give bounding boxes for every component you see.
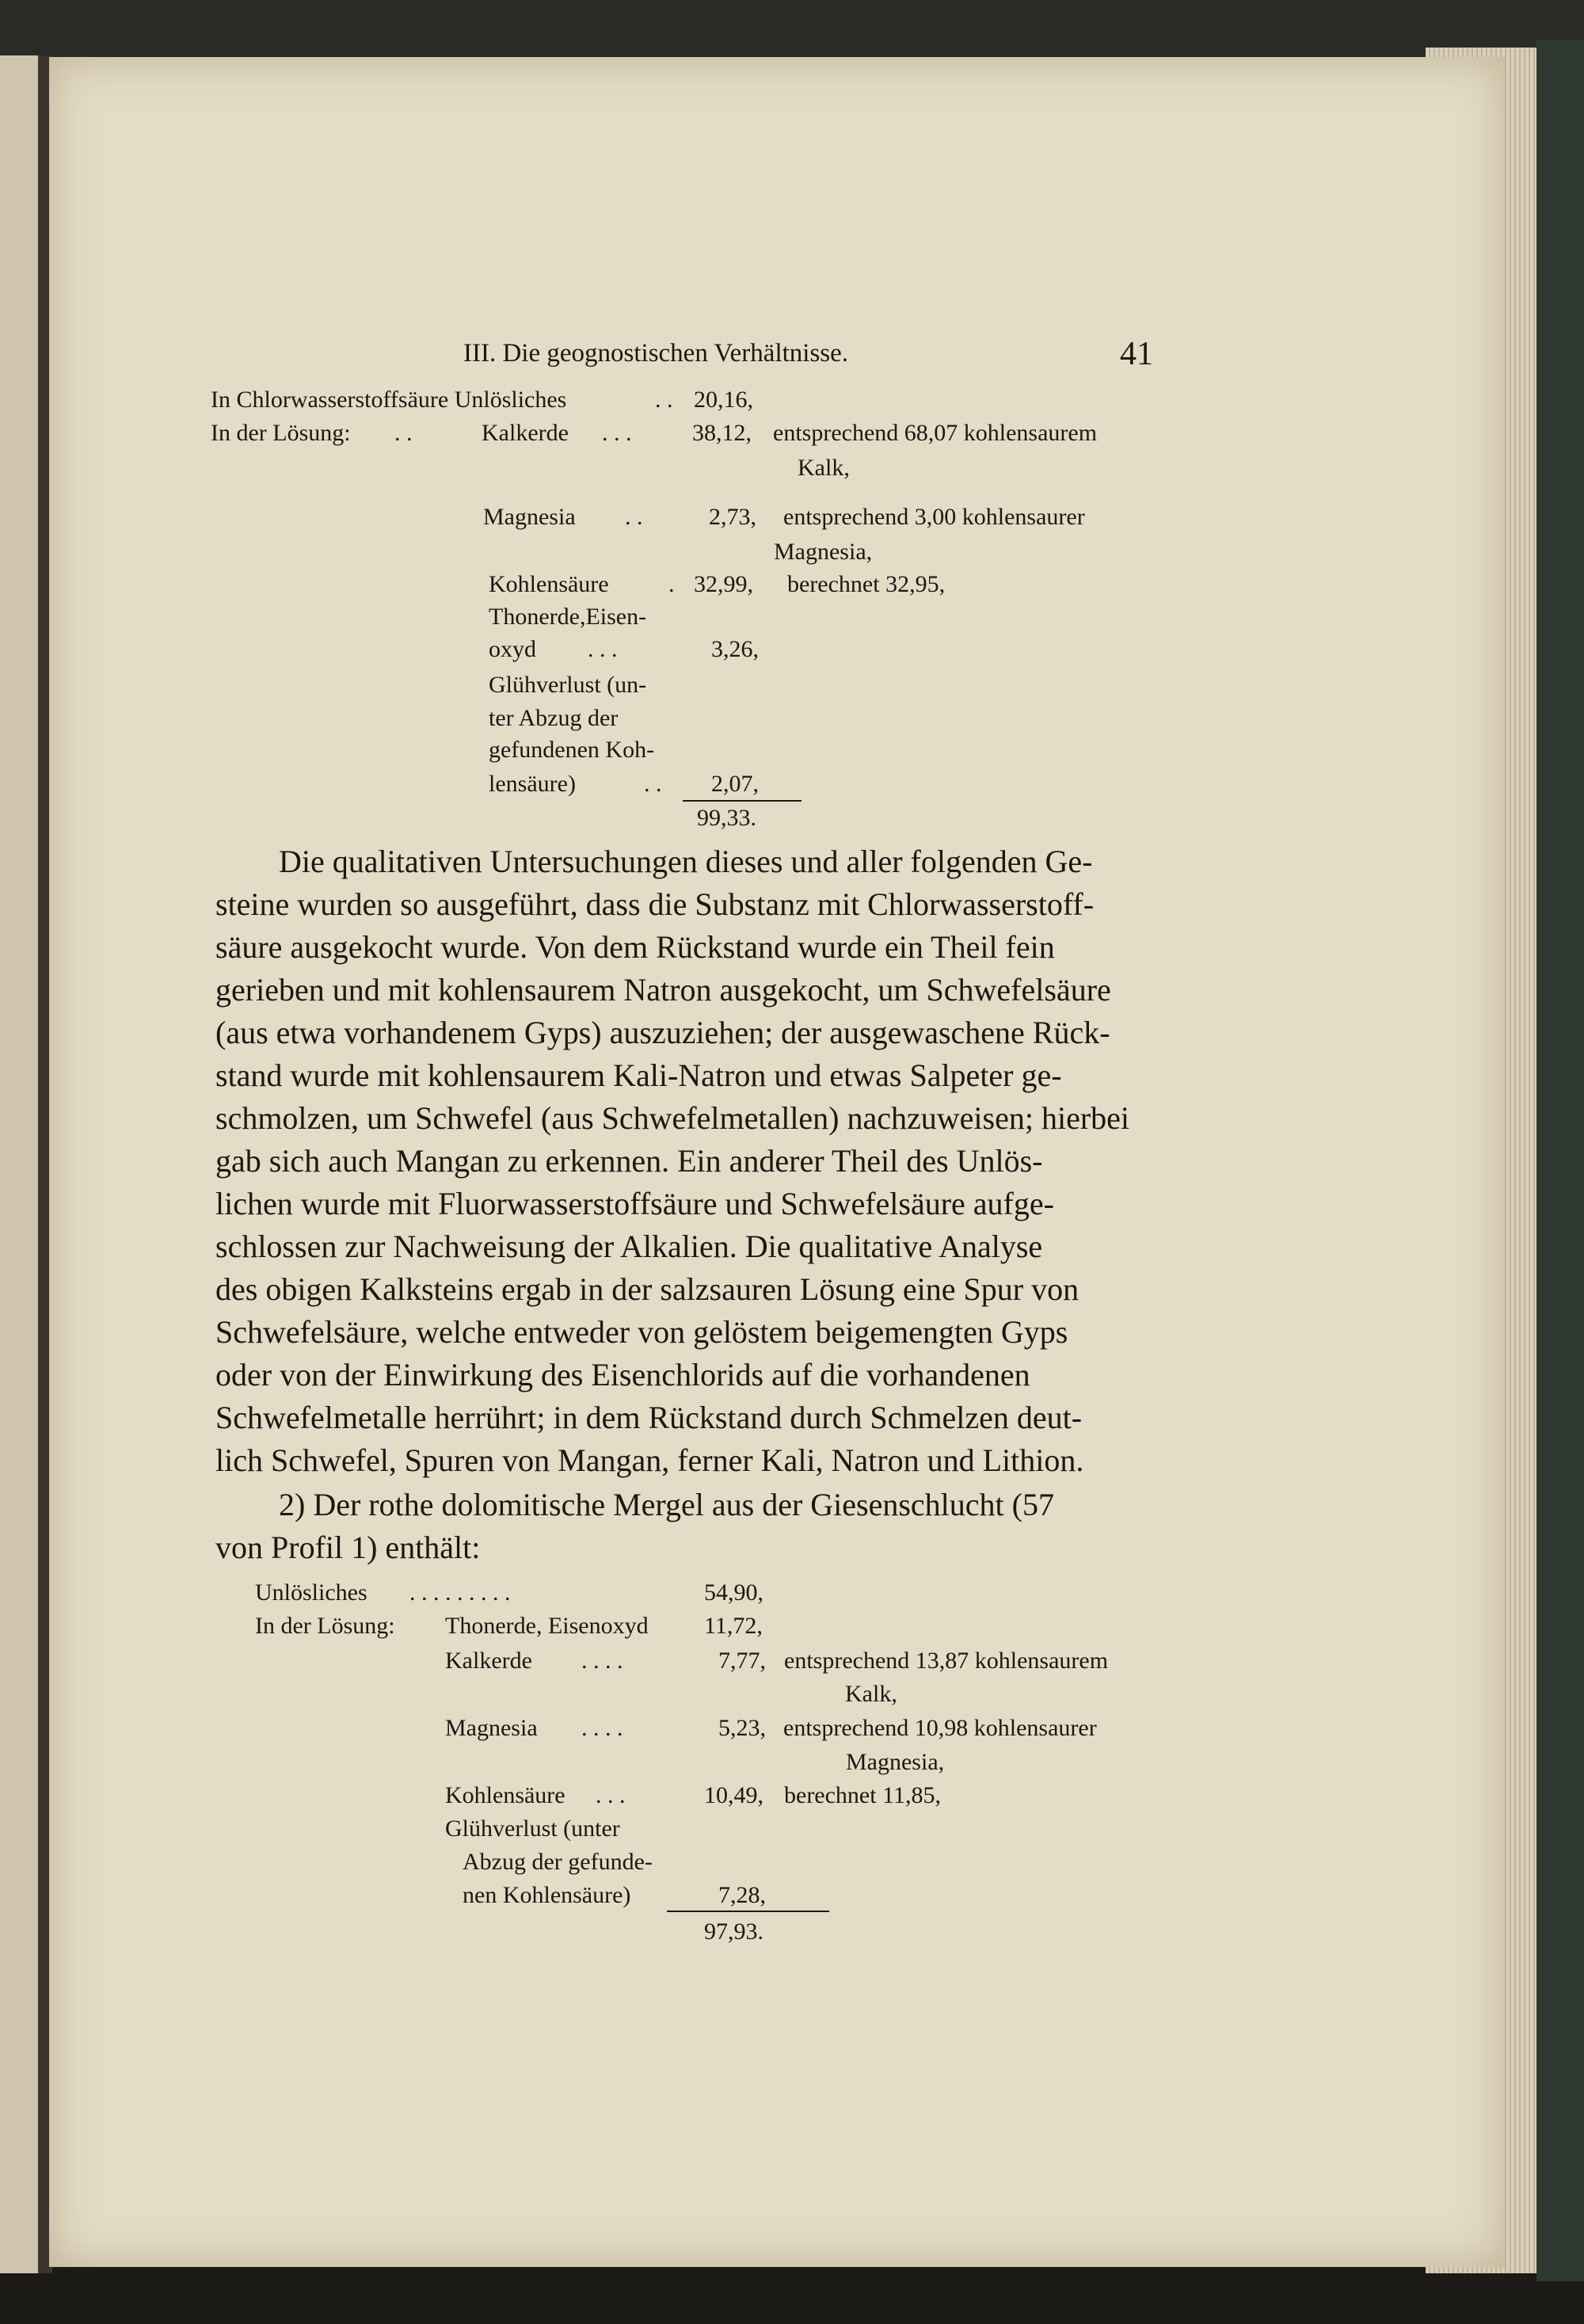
t1-lime-dots: . . . [602,420,632,446]
t1-lime-note: entsprechend 68,07 kohlensaurem [773,420,1098,446]
p1-line: oder von der Einwirkung des Eisenchlorids auf die vorhandenen [215,1357,1030,1392]
t1-solution-prefix: In der Lösung: [211,420,351,446]
t2-loss-value: 7,28, [718,1882,766,1908]
t2-insoluble-label: Unlösliches [255,1579,367,1606]
t1-loss-label-3: gefundenen Koh- [489,737,655,763]
book-cover-edge [1536,40,1584,2281]
p1-line: gerieben und mit kohlensaurem Natron ausgekocht, um Schwefelsäure [215,972,1111,1008]
t2-lime-label: Kalkerde [445,1648,532,1674]
p1-line: schmolzen, um Schwefel (aus Schwefelmetallen) nachzuweisen; hierbei [215,1100,1130,1136]
p1-line: Schwefelmetalle herrührt; in dem Rückstand durch Schmelzen deut- [215,1400,1083,1435]
t1-lime-label: Kalkerde [482,420,569,446]
running-header: III. Die geognostischen Verhältnisse. [463,339,849,368]
t1-magnesia-note: entsprechend 3,00 kohlensaurer [783,504,1085,530]
p1-line: säure ausgekocht wurde. Von dem Rückstand wurde ein Theil fein [215,929,1055,965]
t2-alumina-label: Thonerde, Eisenoxyd [445,1613,649,1639]
t1-magnesia-label: Magnesia [483,504,576,530]
t2-lime-value: 7,77, [718,1648,766,1674]
top-binding-edge [0,0,1584,57]
t1-co2-note: berechnet 32,95, [787,571,946,597]
t1-loss-label-1: Glühverlust (un- [489,672,647,698]
p1-line: schlossen zur Nachweisung der Alkalien. Die qualitative Analyse [215,1229,1043,1264]
p2-line: 2) Der rothe dolomitische Mergel aus der Giesenschlucht (57 [279,1487,1054,1522]
t1-loss-label-4: lensäure) [489,771,576,797]
t1-loss-value: 2,07, [711,771,759,797]
t2-lime-note: entsprechend 13,87 kohlensaurem [784,1648,1109,1674]
t2-co2-note: berechnet 11,85, [784,1782,941,1808]
t1-co2-label: Kohlensäure [489,571,609,597]
t1-co2-dots: . [668,571,675,597]
t1-total: 99,33. [697,805,756,831]
t2-total: 97,93. [704,1918,763,1945]
t2-insoluble-value: 54,90, [704,1579,763,1606]
t2-magnesia-note2: Magnesia, [846,1749,945,1775]
t2-magnesia-label: Magnesia [445,1715,538,1741]
t1-loss-label-2: ter Abzug der [489,705,619,731]
t1-insoluble-label: In Chlorwasserstoffsäure Unlösliches [211,387,567,413]
t2-solution-prefix: In der Lösung: [255,1613,395,1639]
t1-loss-dots: . . [644,771,662,797]
t1-solution-prefix-dots: . . [394,420,413,446]
page-number: 41 [1120,336,1153,372]
book-page [49,57,1505,2267]
t2-co2-dots: . . . [596,1782,626,1808]
t2-alumina-value: 11,72, [704,1613,763,1639]
t1-alumina-label-2: oxyd [489,636,536,662]
t2-magnesia-note: entsprechend 10,98 kohlensaurer [783,1715,1097,1741]
t1-magnesia-dots: . . [625,504,643,530]
t2-magnesia-value: 5,23, [718,1715,766,1741]
t1-insoluble-value: 20,16, [694,387,753,413]
p1-line: lich Schwefel, Spuren von Mangan, ferner Kali, Natron und Lithion. [215,1442,1084,1478]
t2-lime-note2: Kalk, [845,1681,897,1707]
p1-line: lichen wurde mit Fluorwasserstoffsäure und Schwefelsäure aufge- [215,1186,1054,1221]
t1-magnesia-note2: Magnesia, [774,539,873,565]
t1-lime-note2: Kalk, [798,455,850,481]
p1-line: stand wurde mit kohlensaurem Kali-Natron und etwas Salpeter ge- [215,1057,1062,1093]
p1-line: Die qualitativen Untersuchungen dieses und aller folgenden Ge- [279,844,1093,879]
t1-lime-value: 38,12, [692,420,752,446]
t2-loss-label-1: Glühverlust (unter [445,1815,620,1842]
t2-loss-label-2: Abzug der gefunde- [463,1849,653,1875]
p2-line: von Profil 1) enthält: [215,1530,481,1565]
t1-alumina-value: 3,26, [711,636,759,662]
t2-lime-dots: . . . . [581,1648,623,1674]
t2-co2-label: Kohlensäure [445,1782,565,1808]
p1-line: steine wurden so ausgeführt, dass die Substanz mit Chlorwasserstoff- [215,886,1095,922]
left-page-edge [0,55,38,2273]
t1-insoluble-dots: . . [655,387,673,413]
t1-co2-value: 32,99, [694,571,753,597]
t1-alumina-dots: . . . [588,636,618,662]
t1-sum-rule [683,800,802,802]
t1-magnesia-value: 2,73, [709,504,756,530]
t2-loss-label-3: nen Kohlensäure) [463,1882,631,1908]
t2-co2-value: 10,49, [704,1782,763,1808]
t2-insoluble-dots: . . . . . . . . . [409,1579,511,1606]
t2-magnesia-dots: . . . . [581,1715,623,1741]
p1-line: des obigen Kalksteins ergab in der salzsauren Lösung eine Spur von [215,1271,1079,1307]
t1-alumina-label-1: Thonerde,Eisen- [489,604,647,630]
p1-line: Schwefelsäure, welche entweder von gelöstem beigemengten Gyps [215,1314,1068,1350]
p1-line: gab sich auch Mangan zu erkennen. Ein anderer Theil des Unlös- [215,1143,1043,1179]
t2-sum-rule [667,1911,829,1912]
p1-line: (aus etwa vorhandenem Gyps) auszuziehen; der ausgewaschene Rück- [215,1015,1110,1050]
